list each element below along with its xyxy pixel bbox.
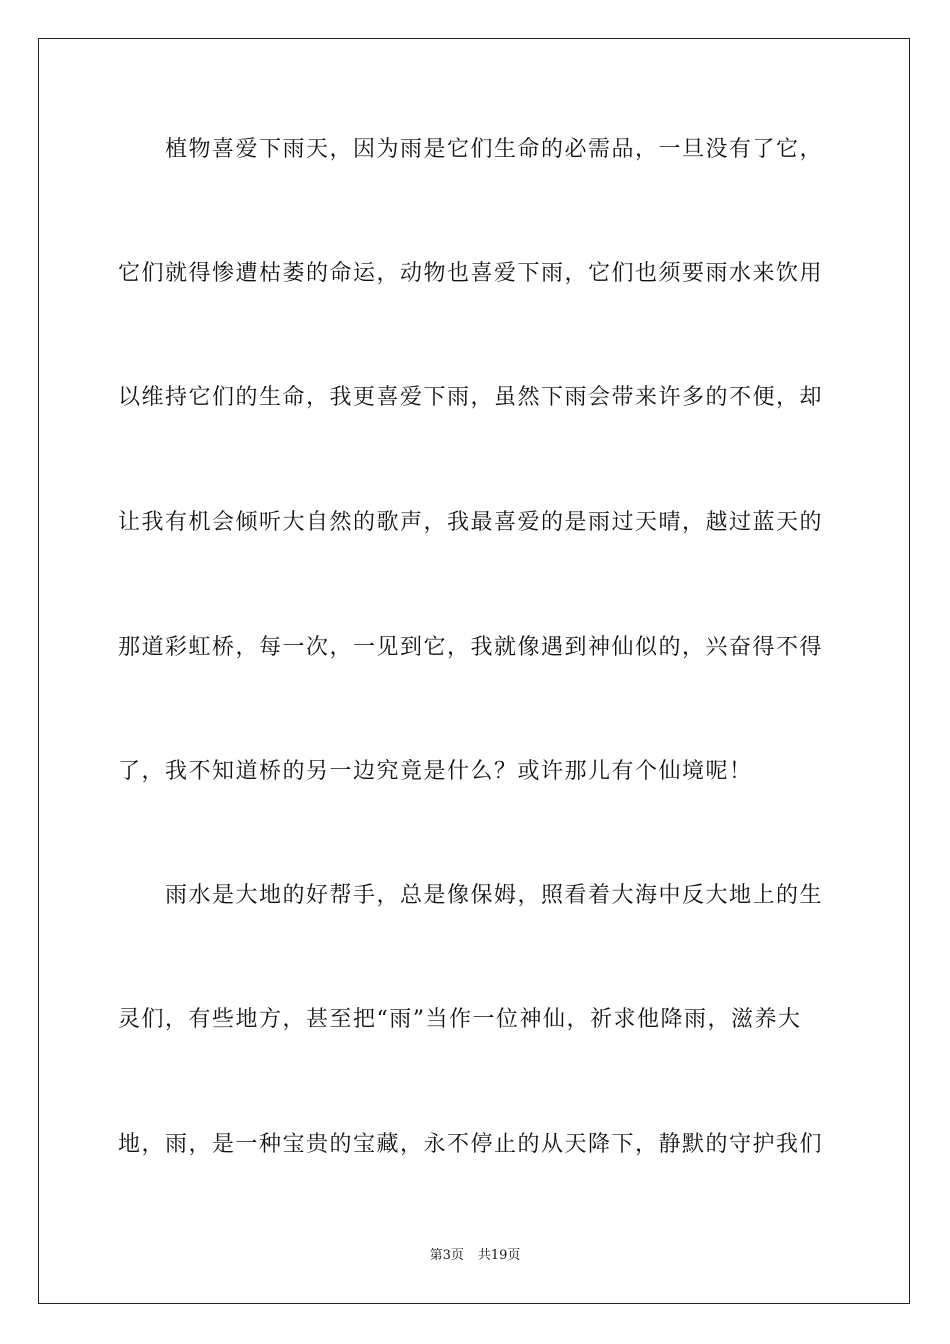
- paragraph-2-line-3: 地，雨，是一种宝贵的宝藏，永不停止的从天降下，静默的守护我们: [118, 1132, 824, 1157]
- paragraph-1-line-3: 以维持它们的生命，我更喜爱下雨，虽然下雨会带来许多的不便，却: [118, 385, 824, 410]
- paragraph-1-line-5: 那道彩虹桥，每一次，一见到它，我就像遇到神仙似的，兴奋得不得: [118, 635, 824, 660]
- paragraph-1-line-1: 植物喜爱下雨天，因为雨是它们生命的必需品，一旦没有了它，: [165, 137, 824, 162]
- page-footer: [0, 1247, 950, 1265]
- paragraph-1-line-2: 它们就得惨遭枯萎的命运，动物也喜爱下雨，它们也须要雨水来饮用: [118, 261, 824, 286]
- paragraph-2-line-1: 雨水是大地的好帮手，总是像保姆，照看着大海中反大地上的生: [165, 883, 824, 908]
- page-border: [38, 38, 910, 1304]
- page-number: 第3页: [429, 1248, 464, 1263]
- paragraph-2-line-2: 灵们，有些地方，甚至把“雨”当作一位神仙，祈求他降雨，滋养大: [118, 1007, 802, 1032]
- paragraph-1-line-6: 了，我不知道桥的另一边究竟是什么？或许那儿有个仙境呢！: [118, 759, 753, 784]
- total-pages: 共19页: [477, 1248, 521, 1263]
- paragraph-1-line-4: 让我有机会倾听大自然的歌声，我最喜爱的是雨过天晴，越过蓝天的: [118, 510, 824, 535]
